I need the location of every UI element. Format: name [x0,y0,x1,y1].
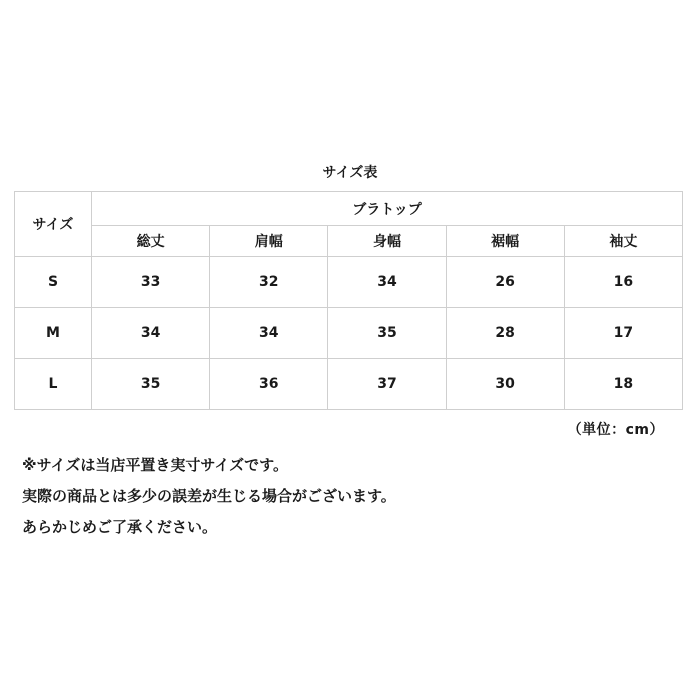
unit-label: （単位：cm） [567,422,664,438]
note-line: ※サイズは当店平置き実寸サイズです。 [22,456,288,474]
table-cell: 35 [328,308,446,359]
table-cell: 34 [92,308,210,359]
size-label: M [15,308,92,359]
table-cell: 36 [210,359,328,410]
table-cell: 16 [564,257,682,308]
column-header-total-length: 総丈 [92,226,210,257]
table-subheader-row [15,226,683,257]
table-cell: 37 [328,359,446,410]
table-cell: 17 [564,308,682,359]
table-cell: 34 [210,308,328,359]
table-row [15,308,683,359]
table-row [15,257,683,308]
table-cell: 18 [564,359,682,410]
size-label: L [15,359,92,410]
page-title: サイズ表 [322,165,378,181]
table-cell: 35 [92,359,210,410]
column-header-hem-width: 裾幅 [446,226,564,257]
table-cell: 26 [446,257,564,308]
size-column-header: サイズ [15,192,92,257]
size-table [14,191,683,410]
notes [22,450,396,543]
column-header-shoulder-width: 肩幅 [210,226,328,257]
product-group-header: ブラトップ [92,192,683,226]
table-row [15,359,683,410]
note-line: 実際の商品とは多少の誤差が生じる場合がございます。 [22,487,396,505]
size-label: S [15,257,92,308]
column-header-sleeve-length: 袖丈 [564,226,682,257]
column-header-body-width: 身幅 [328,226,446,257]
table-cell: 28 [446,308,564,359]
table-cell: 30 [446,359,564,410]
table-header-row [15,192,683,226]
note-line: あらかじめご了承ください。 [22,518,218,536]
table-cell: 33 [92,257,210,308]
table-cell: 34 [328,257,446,308]
table-cell: 32 [210,257,328,308]
